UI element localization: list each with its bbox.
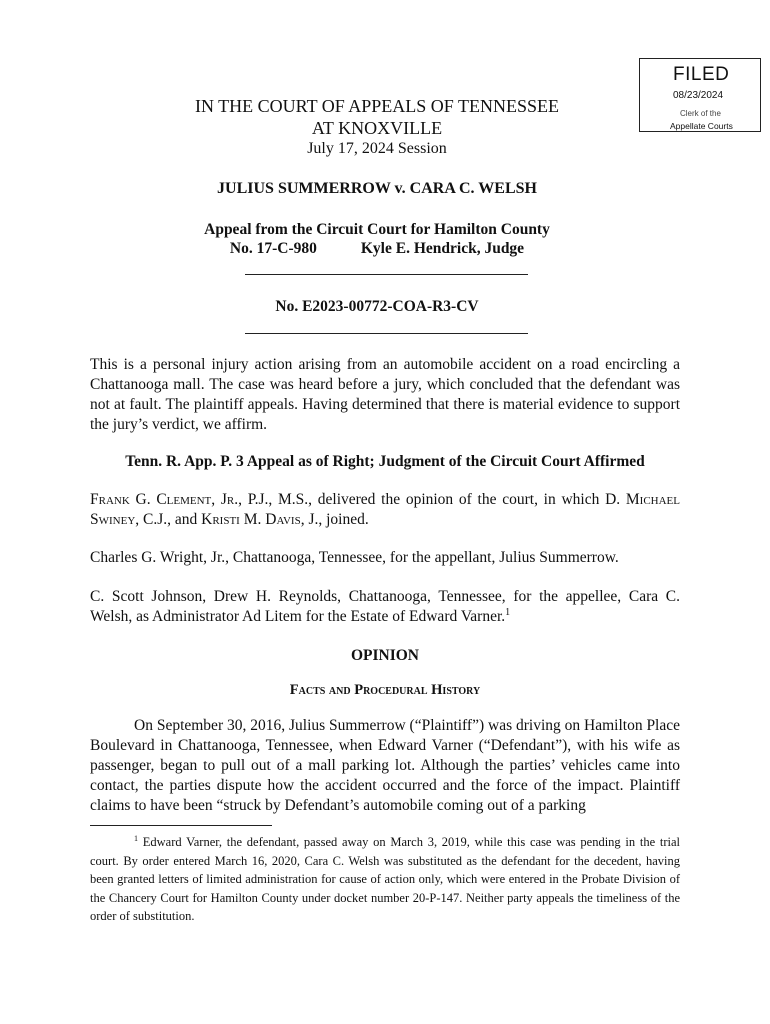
judges-text: , delivered the opinion of the court, in which bbox=[308, 491, 606, 508]
disposition: Tenn. R. App. P. 3 Appeal as of Right; Judgment of the Circuit Court Affirmed bbox=[125, 453, 645, 470]
case-summary: This is a personal injury action arising from an automobile accident on a road encircling a Chattanooga mall. The case was heard before a jury, which concluded that the defendant was not at fault. The plaintiff appeals. Having determined that there is material evidence to support the jury’s verdict, we affirm. bbox=[90, 356, 680, 433]
footnote-text: Edward Varner, the defendant, passed away on March 3, 2019, while this case was pending in the trial court. By order entered March 16, 2020, Cara C. Welsh was substituted as the defendant for the decedent, having been granted letters of limited administration for cause of action only, which were entered in the Probate Division of the Chancery Court for Hamilton County under docket number 20-P-147. Neither party appeals the timeliness of the order of substitution. bbox=[90, 835, 680, 923]
footnote-marker: 1 bbox=[505, 606, 511, 618]
appellee-counsel-text: C. Scott Johnson, Drew H. Reynolds, Chattanooga, Tennessee, for the appellee, Cara C. Welsh, as Administrator Ad Litem for the Estate of Edward Varner. bbox=[90, 588, 680, 625]
trial-docket-number: No. 17-C-980 bbox=[229, 240, 317, 257]
trial-docket-line bbox=[0, 240, 762, 258]
section-heading: Facts and Procedural History bbox=[289, 682, 481, 698]
case-caption: JULIUS SUMMERROW v. CARA C. WELSH bbox=[217, 180, 537, 197]
filed-label: FILED bbox=[673, 64, 730, 85]
appellee-counsel bbox=[90, 587, 680, 627]
opinion-heading: OPINION bbox=[350, 647, 420, 664]
appeal-from: Appeal from the Circuit Court for Hamilton County bbox=[204, 221, 550, 238]
appellate-case-number: No. E2023-00772-COA-R3-CV bbox=[275, 298, 479, 315]
judges-text: , J., joined. bbox=[300, 511, 369, 528]
body-paragraph: On September 30, 2016, Julius Summerrow (“Plaintiff”) was driving on Hamilton Place Boulevard in Chattanooga, Tennessee, when Edward Varner (“Defendant”), with his wife as passenger, began to pull out of a mall parking lot. Although the parties’ vehicles came into contact, the parties dispute how the accident occurred and the force of the impact. Plaintiff claims to have been “struck by Defendant’s automobile coming out of a parking bbox=[90, 717, 681, 814]
court-name: IN THE COURT OF APPEALS OF TENNESSEE bbox=[195, 96, 559, 116]
joining-judge: D. Michael Swiney bbox=[90, 491, 680, 528]
session-date: July 17, 2024 Session bbox=[307, 140, 447, 157]
court-location: AT KNOXVILLE bbox=[311, 118, 443, 138]
clerk-line-1: Clerk of the bbox=[680, 109, 721, 118]
joining-judge: Kristi M. Davis bbox=[201, 511, 301, 528]
divider-rule bbox=[245, 333, 528, 334]
judges-line bbox=[90, 490, 680, 530]
clerk-line-2: Appellate Courts bbox=[670, 121, 733, 131]
footnote bbox=[90, 833, 680, 926]
footnote-number: 1 bbox=[134, 833, 138, 843]
appellant-counsel: Charles G. Wright, Jr., Chattanooga, Tennessee, for the appellant, Julius Summerrow. bbox=[90, 549, 619, 566]
footnote-separator bbox=[90, 825, 272, 826]
authoring-judge: Frank G. Clement, Jr., P.J., M.S. bbox=[90, 491, 309, 508]
trial-judge: Kyle E. Hendrick, Judge bbox=[360, 240, 525, 257]
filed-date: 08/23/2024 bbox=[673, 90, 724, 101]
judges-text: , C.J., and bbox=[135, 511, 202, 528]
divider-rule bbox=[245, 274, 528, 275]
